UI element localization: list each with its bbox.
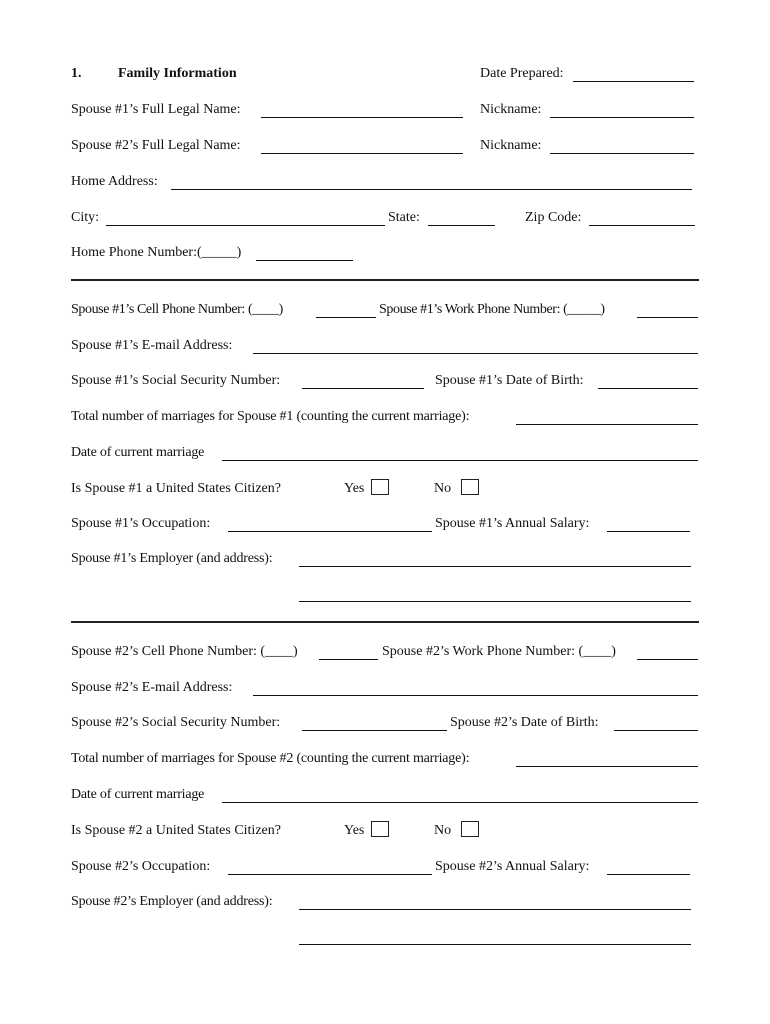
spouse1-name-label: Spouse #1’s Full Legal Name: [71, 102, 241, 117]
spouse2-yes-label: Yes [344, 823, 365, 838]
spouse1-ssn-field[interactable] [302, 388, 424, 389]
spouse2-yes-checkbox[interactable] [371, 821, 389, 837]
date-prepared-field[interactable] [573, 81, 694, 82]
home-address-label: Home Address: [71, 174, 158, 189]
spouse1-dob-label: Spouse #1’s Date of Birth: [435, 373, 584, 388]
spouse2-ssn-label: Spouse #2’s Social Security Number: [71, 715, 281, 730]
section-number: 1. [71, 66, 82, 81]
spouse2-dob-field[interactable] [614, 730, 698, 731]
city-field[interactable] [106, 225, 385, 226]
spouse2-name-label: Spouse #2’s Full Legal Name: [71, 138, 241, 153]
spouse2-marriage-date-field[interactable] [222, 802, 698, 803]
spouse1-nickname-label: Nickname: [480, 102, 542, 117]
spouse1-citizen-label: Is Spouse #1 a United States Citizen? [71, 481, 281, 496]
spouse2-marriages-label: Total number of marriages for Spouse #2 (counting the current marriage): [71, 751, 470, 766]
spouse2-no-checkbox[interactable] [461, 821, 479, 837]
spouse2-ssn-field[interactable] [302, 730, 447, 731]
spouse1-employer-label: Spouse #1’s Employer (and address): [71, 551, 273, 566]
spouse1-nickname-field[interactable] [550, 117, 694, 118]
spouse1-yes-label: Yes [344, 481, 365, 496]
spouse2-marriages-field[interactable] [516, 766, 698, 767]
spouse2-salary-field[interactable] [607, 874, 690, 875]
spouse2-nickname-field[interactable] [550, 153, 694, 154]
spouse1-cell-label: Spouse #1’s Cell Phone Number: (____) [71, 302, 283, 317]
spouse1-marriage-date-label: Date of current marriage [71, 445, 205, 460]
spouse1-occupation-label: Spouse #1’s Occupation: [71, 516, 211, 531]
spouse1-salary-label: Spouse #1’s Annual Salary: [435, 516, 590, 531]
spouse2-employer-label: Spouse #2’s Employer (and address): [71, 894, 273, 909]
spouse2-no-label: No [434, 823, 452, 838]
spouse1-cell-field[interactable] [316, 317, 376, 318]
section-heading: Family Information [118, 66, 237, 81]
home-address-field[interactable] [171, 189, 692, 190]
spouse2-email-label: Spouse #2’s E-mail Address: [71, 680, 233, 695]
spouse2-employer-field[interactable] [299, 909, 691, 910]
spouse1-work-label: Spouse #1’s Work Phone Number: (_____) [379, 302, 605, 317]
spouse1-occupation-field[interactable] [228, 531, 432, 532]
spouse2-cell-field[interactable] [319, 659, 378, 660]
spouse1-dob-field[interactable] [598, 388, 698, 389]
date-prepared-label: Date Prepared: [480, 66, 564, 81]
zip-label: Zip Code: [525, 210, 582, 225]
spouse2-citizen-label: Is Spouse #2 a United States Citizen? [71, 823, 281, 838]
spouse2-work-field[interactable] [637, 659, 698, 660]
spouse2-salary-label: Spouse #2’s Annual Salary: [435, 859, 590, 874]
spouse1-employer-field[interactable] [299, 566, 691, 567]
spouse2-nickname-label: Nickname: [480, 138, 542, 153]
spouse1-marriages-field[interactable] [516, 424, 698, 425]
spouse1-work-field[interactable] [637, 317, 698, 318]
spouse2-marriage-date-label: Date of current marriage [71, 787, 205, 802]
spouse2-cell-label: Spouse #2’s Cell Phone Number: (____) [71, 644, 298, 659]
spouse2-dob-label: Spouse #2’s Date of Birth: [450, 715, 599, 730]
spouse2-email-field[interactable] [253, 695, 698, 696]
spouse1-no-label: No [434, 481, 452, 496]
spouse1-marriages-label: Total number of marriages for Spouse #1 (counting the current marriage): [71, 409, 470, 424]
spouse1-email-field[interactable] [253, 353, 698, 354]
state-label: State: [388, 210, 420, 225]
spouse1-no-checkbox[interactable] [461, 479, 479, 495]
spouse1-yes-checkbox[interactable] [371, 479, 389, 495]
spouse2-employer-field-line2[interactable] [299, 944, 691, 945]
spouse2-occupation-label: Spouse #2’s Occupation: [71, 859, 211, 874]
state-field[interactable] [428, 225, 495, 226]
spouse2-occupation-field[interactable] [228, 874, 432, 875]
spouse2-name-field[interactable] [261, 153, 463, 154]
spouse1-salary-field[interactable] [607, 531, 690, 532]
spouse1-employer-field-line2[interactable] [299, 601, 691, 602]
spouse1-name-field[interactable] [261, 117, 463, 118]
home-phone-label: Home Phone Number:(_____) [71, 245, 242, 260]
spouse2-work-label: Spouse #2’s Work Phone Number: (____) [382, 644, 616, 659]
city-label: City: [71, 210, 100, 225]
section-divider [71, 621, 699, 623]
spouse1-marriage-date-field[interactable] [222, 460, 698, 461]
spouse1-ssn-label: Spouse #1’s Social Security Number: [71, 373, 281, 388]
spouse1-email-label: Spouse #1’s E-mail Address: [71, 338, 233, 353]
zip-field[interactable] [589, 225, 695, 226]
section-divider [71, 279, 699, 281]
home-phone-field[interactable] [256, 260, 353, 261]
